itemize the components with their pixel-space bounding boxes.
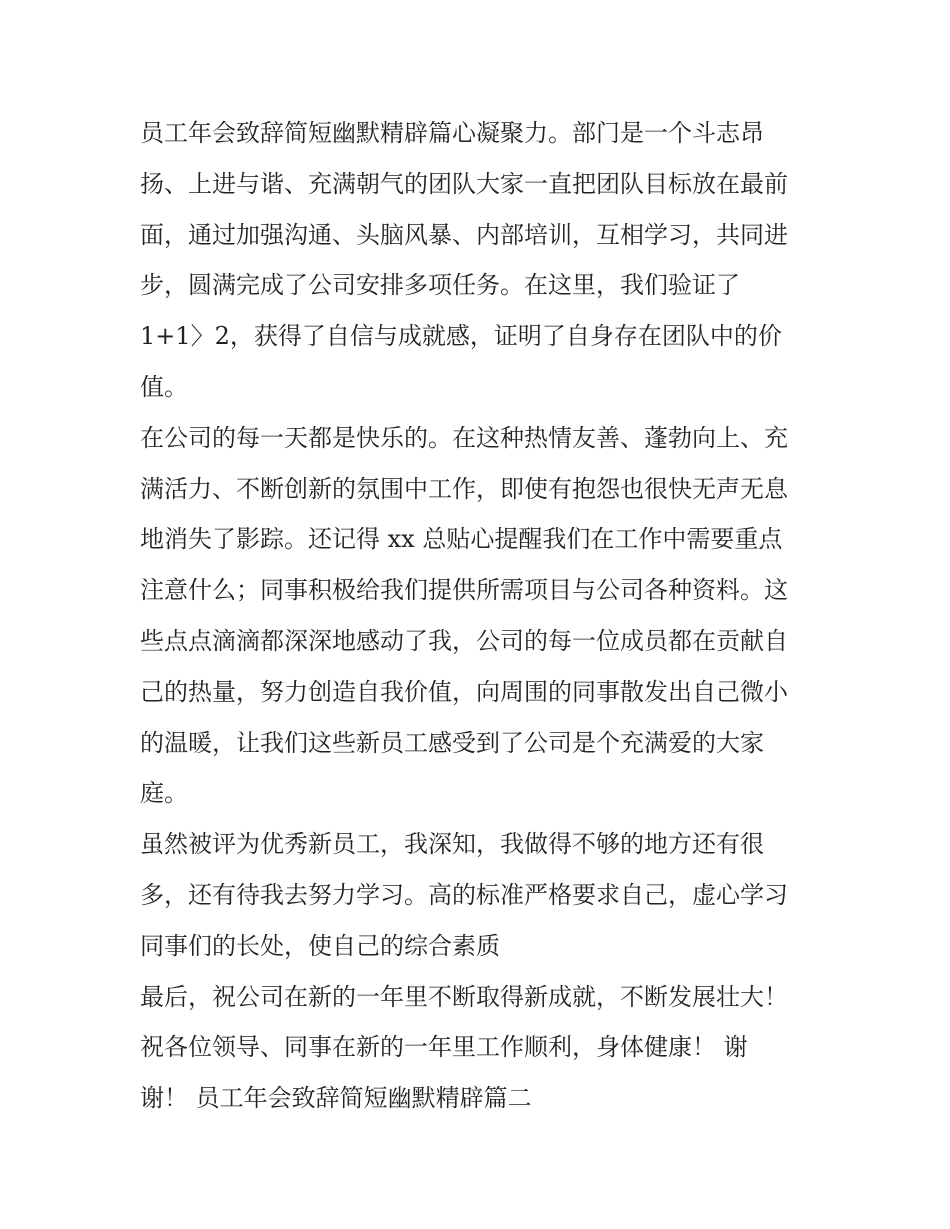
text-line: 多，还有待我去努力学习。高的标准严格要求自己，虚心学习 xyxy=(140,880,788,909)
text-line: 满活力、不断创新的氛围中工作，即使有抱怨也很快无声无息 xyxy=(140,474,788,503)
text-line: 最后，祝公司在新的一年里不断取得新成就，不断发展壮大！ xyxy=(140,982,788,1011)
text-line: 的温暖，让我们这些新员工感受到了公司是个充满爱的大家 xyxy=(140,728,764,757)
text-line: 己的热量，努力创造自我价值，向周围的同事散发出自己微小 xyxy=(140,677,788,706)
text-line: 扬、上进与谐、充满朝气的团队大家一直把团队目标放在最前 xyxy=(140,169,788,198)
body-text xyxy=(140,108,820,1124)
text-line: 步，圆满完成了公司安排多项任务。在这里，我们验证了 xyxy=(140,271,740,300)
text-line: 注意什么；同事积极给我们提供所需项目与公司各种资料。这 xyxy=(140,576,788,605)
text-line: 同事们的长处，使自己的综合素质 xyxy=(140,931,500,960)
text-line: 值。 xyxy=(140,372,188,401)
text-line: 虽然被评为优秀新员工，我深知，我做得不够的地方还有很 xyxy=(140,830,764,859)
text-line: 在公司的每一天都是快乐的。在这种热情友善、蓬勃向上、充 xyxy=(140,423,788,452)
text-line: 祝各位领导、同事在新的一年里工作顺利，身体健康！ 谢 xyxy=(140,1033,748,1062)
text-line: 员工年会致辞简短幽默精辟篇心凝聚力。部门是一个斗志昂 xyxy=(140,119,764,147)
text-line: 1+1〉2，获得了自信与成就感，证明了自身存在团队中的价 xyxy=(140,322,782,351)
text-line: 面，通过加强沟通、头脑风暴、内部培训，互相学习，共同进 xyxy=(140,220,788,249)
text-line: 庭。 xyxy=(140,779,188,808)
text-line: 地消失了影踪。还记得 xx 总贴心提醒我们在工作中需要重点 xyxy=(140,525,783,554)
text-line: 谢！ 员工年会致辞简短幽默精辟篇二 xyxy=(140,1084,532,1113)
text-line: 些点点滴滴都深深地感动了我，公司的每一位成员都在贡献自 xyxy=(140,626,788,655)
